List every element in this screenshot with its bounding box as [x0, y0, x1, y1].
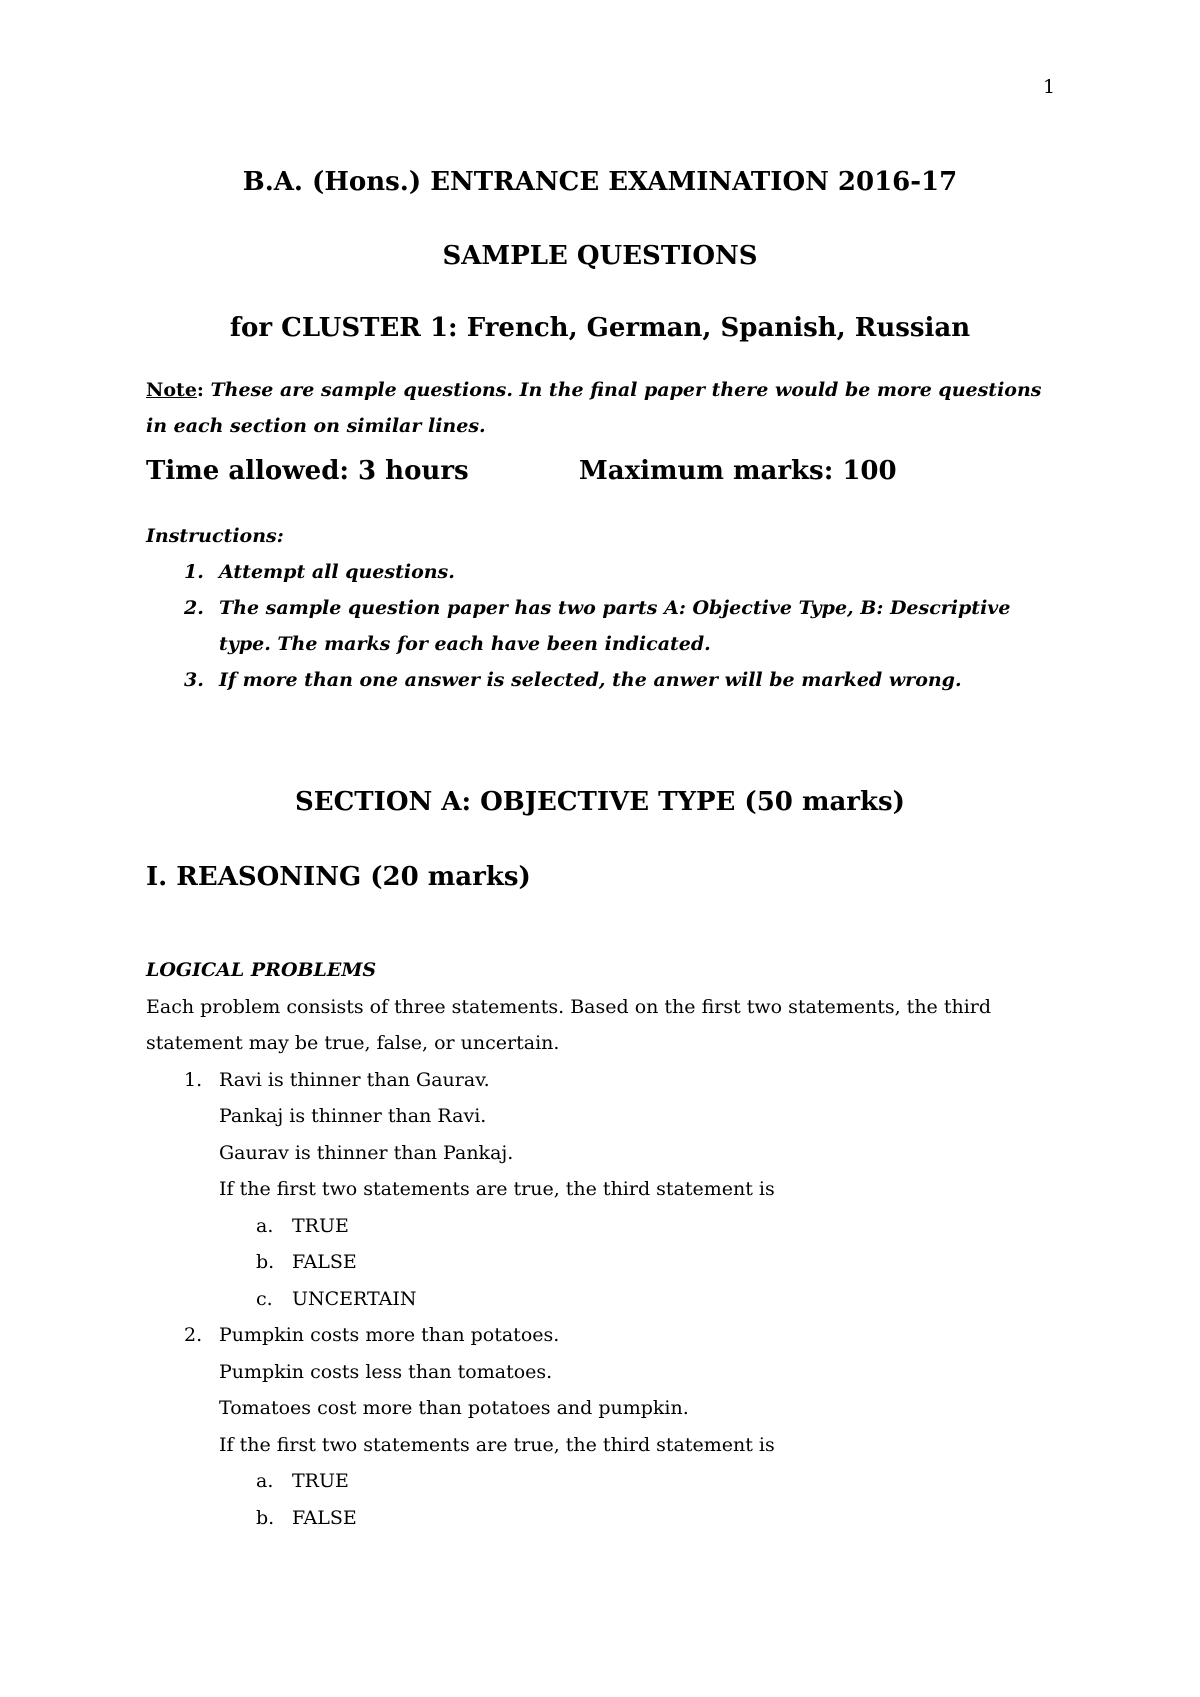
reasoning-heading: I. REASONING (20 marks): [146, 862, 531, 892]
time-allowed: Time allowed: 3 hours: [146, 456, 469, 486]
instruction-text: Attempt all questions.: [219, 561, 455, 583]
answer-option: [146, 1208, 1076, 1245]
instruction-number: 1.: [184, 561, 204, 583]
option-text: FALSE: [292, 1506, 357, 1529]
option-letter: a.: [256, 1470, 274, 1492]
instruction-number: 2.: [184, 597, 204, 619]
question-line: Ravi is thinner than Gaurav.: [219, 1068, 490, 1091]
page-number: 1: [1043, 76, 1056, 98]
option-text: TRUE: [292, 1470, 349, 1492]
note-colon: :: [196, 379, 204, 401]
logical-problems-heading: LOGICAL PROBLEMS: [146, 959, 377, 981]
instruction-item: [146, 554, 1066, 590]
question-line: Tomatoes cost more than potatoes and pumpkin.: [219, 1397, 689, 1419]
note-label: Note: [146, 379, 197, 401]
logical-problems-intro: Each problem consists of three statements. Based on the first two statements, the third statement may be true, false, or uncertain.: [146, 995, 992, 1054]
option-letter: a.: [256, 1214, 274, 1237]
instructions-list: [146, 554, 1066, 698]
maximum-marks: Maximum marks: 100: [579, 456, 897, 486]
instruction-item: [146, 590, 1066, 662]
question-number: 2.: [184, 1324, 203, 1346]
question-line: Pumpkin costs less than tomatoes.: [219, 1360, 553, 1383]
answer-option: [146, 1281, 1076, 1318]
note-paragraph: [146, 372, 1066, 444]
instruction-item: [146, 662, 1066, 698]
option-text: UNCERTAIN: [292, 1287, 417, 1310]
option-letter: b.: [256, 1251, 275, 1273]
question-line: Pumpkin costs more than potatoes.: [219, 1324, 560, 1346]
cluster-heading: for CLUSTER 1: French, German, Spanish, Russian: [229, 313, 971, 343]
answer-option: [146, 1463, 1076, 1500]
question-line: If the first two statements are true, the third statement is: [219, 1433, 775, 1456]
instruction-text: If more than one answer is selected, the anwer will be marked wrong.: [219, 669, 962, 691]
question-number: 1.: [184, 1068, 203, 1091]
instruction-text: The sample question paper has two parts A: Objective Type, B: Descriptive type. The marks for each have been indicated.: [219, 597, 1011, 655]
question-item: [146, 1317, 1076, 1463]
option-text: TRUE: [292, 1214, 349, 1237]
answer-option: [146, 1500, 1076, 1537]
question-line: Gaurav is thinner than Pankaj.: [219, 1141, 514, 1164]
section-a-heading: SECTION A: OBJECTIVE TYPE (50 marks): [295, 787, 905, 817]
option-text: FALSE: [292, 1251, 357, 1273]
option-letter: b.: [256, 1506, 275, 1529]
option-letter: c.: [256, 1287, 273, 1310]
logical-problems-block: [146, 952, 1076, 1536]
exam-subtitle: SAMPLE QUESTIONS: [442, 241, 758, 271]
instructions-block: [146, 518, 1066, 698]
note-text: These are sample questions. In the final paper there would be more questions in each section on similar lines.: [146, 379, 1042, 437]
instructions-heading: Instructions:: [146, 525, 284, 547]
exam-title: B.A. (Hons.) ENTRANCE EXAMINATION 2016-17: [242, 167, 958, 197]
question-line: If the first two statements are true, the third statement is: [219, 1178, 775, 1200]
question-item: [146, 1062, 1076, 1208]
answer-option: [146, 1244, 1076, 1281]
question-line: Pankaj is thinner than Ravi.: [219, 1105, 487, 1127]
instruction-number: 3.: [184, 669, 204, 691]
